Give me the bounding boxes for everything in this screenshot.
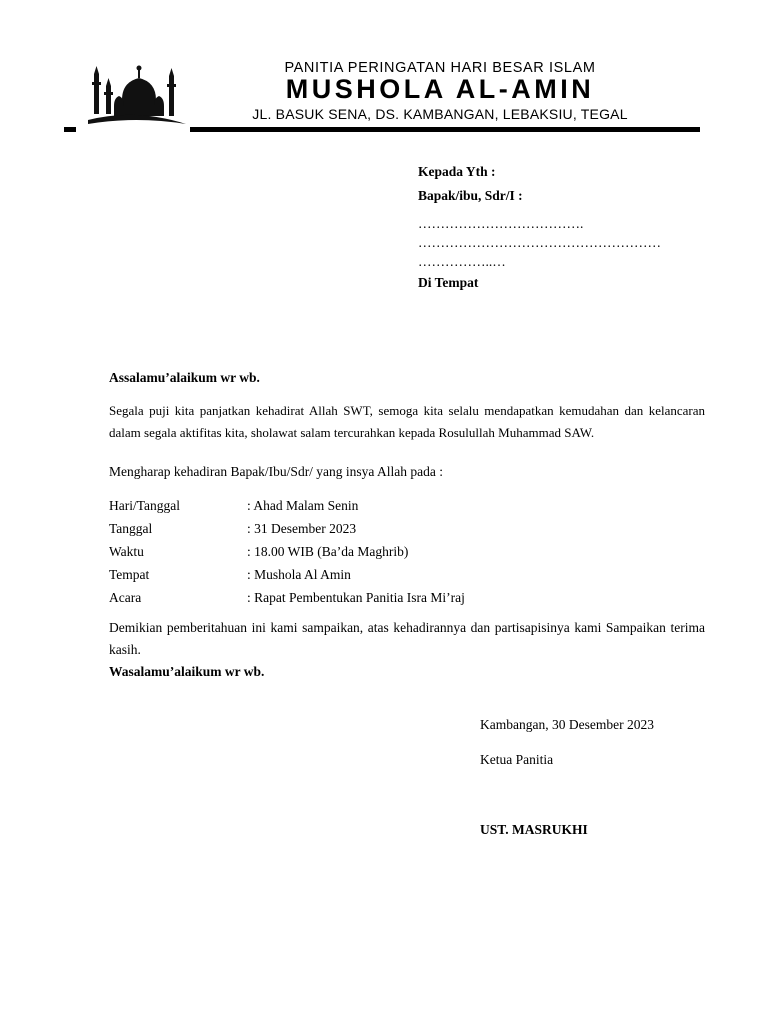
letterhead-organization: PANITIA PERINGATAN HARI BESAR ISLAM — [284, 60, 596, 76]
detail-row-time — [109, 540, 465, 563]
opening-paragraph: Segala puji kita panjatkan kehadirat Allah SWT, semoga kita selalu mendapatkan kemudahan dan kelancaran dalam segala aktifitas kita, sholawat salam tercurahkan kepada Rosulullah Muhammad SAW. — [109, 403, 705, 440]
detail-label: Hari/Tanggal — [109, 498, 181, 513]
event-details — [109, 494, 465, 609]
addressee-dots-1: ………………………………. — [418, 216, 584, 231]
addressee-place: Di Tempat — [418, 275, 479, 290]
addressee-dots-2: ……………………………………………… — [418, 235, 661, 250]
closing-paragraph: Demikian pemberitahuan ini kami sampaikan, atas kehadirannya dan partisapisinya kami Sampaikan terima kasih. — [109, 620, 705, 657]
signature-place-date: Kambangan, 30 Desember 2023 — [480, 717, 654, 732]
letterhead-address: JL. BASUK SENA, DS. KAMBANGAN, LEBAKSIU, TEGAL — [252, 106, 628, 122]
detail-label: Tanggal — [109, 521, 153, 536]
addressee-salutation: Bapak/ibu, Sdr/I : — [418, 188, 523, 203]
detail-value: : Rapat Pembentukan Panitia Isra Mi’raj — [247, 590, 465, 605]
signature-name: UST. MASRUKHI — [480, 822, 588, 837]
detail-row-place — [109, 563, 465, 586]
detail-value: : 31 Desember 2023 — [247, 521, 357, 536]
detail-row-agenda — [109, 586, 465, 609]
detail-value: : 18.00 WIB (Ba’da Maghrib) — [247, 544, 409, 559]
letterhead-name: MUSHOLA AL-AMIN — [285, 74, 595, 104]
detail-label: Waktu — [109, 544, 144, 559]
addressee-block — [418, 160, 718, 295]
detail-value: : Mushola Al Amin — [247, 567, 351, 582]
detail-label: Acara — [109, 590, 142, 605]
invitation-paragraph: Mengharap kehadiran Bapak/Ibu/Sdr/ yang insya Allah pada : — [109, 464, 444, 479]
signature-role: Ketua Panitia — [480, 752, 554, 767]
detail-label: Tempat — [109, 567, 150, 582]
addressee-dots-3: ……………..… — [418, 254, 506, 269]
detail-row-date — [109, 517, 465, 540]
letterhead-rule-left — [64, 127, 76, 132]
mosque-icon — [86, 62, 190, 132]
farewell: Wasalamu’alaikum wr wb. — [109, 664, 265, 679]
greeting: Assalamu’alaikum wr wb. — [109, 370, 260, 385]
letterhead-rule — [190, 127, 700, 132]
addressee-to: Kepada Yth : — [418, 164, 496, 179]
detail-row-day — [109, 494, 465, 517]
detail-value: : Ahad Malam Senin — [247, 498, 359, 513]
